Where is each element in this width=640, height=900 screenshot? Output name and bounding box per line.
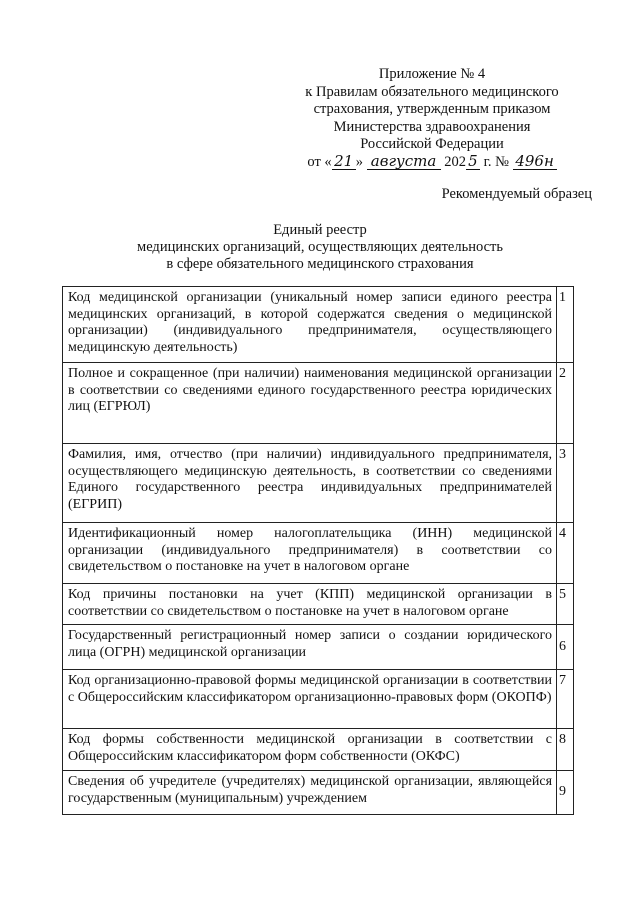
order-year-prefix: 202 — [444, 153, 466, 170]
order-number: 496н — [513, 154, 557, 170]
row-field-name: Полное и сокращенное (при наличии) наименования медицинской организации в соответствии со сведениями единого государственного реестра юридических лиц (ЕГРЮЛ) — [63, 363, 557, 444]
row-field-name: Сведения об учредителе (учредителях) медицинской организации, являющейся государственным (муниципальным) учреждением — [63, 771, 557, 815]
recommended-sample-label: Рекомендуемый образец — [441, 186, 592, 202]
order-year-digit: 5 — [466, 154, 480, 170]
table-row — [63, 444, 574, 523]
row-number: 4 — [557, 523, 574, 584]
row-number: 6 — [557, 625, 574, 670]
table-row — [63, 584, 574, 625]
row-number: 9 — [557, 771, 574, 815]
row-field-name: Код медицинской организации (уникальный номер записи единого реестра медицинских организаций, в которой содержатся сведения о медицинской организации) (индивидуального предпринимателя, осуществляющего медицинскую деятельность) — [63, 287, 557, 363]
annex-line-3: страхования, утвержденным приказом — [313, 101, 551, 117]
order-prefix: от « — [307, 153, 332, 170]
row-number: 2 — [557, 363, 574, 444]
row-number: 7 — [557, 670, 574, 729]
table-row — [63, 670, 574, 729]
order-line — [282, 151, 582, 172]
row-field-name: Идентификационный номер налогоплательщика (ИНН) медицинской организации (индивидуального предпринимателя) в соответствии со свидетельством о постановке на учет в налоговом органе — [63, 523, 557, 584]
table-row — [63, 625, 574, 670]
row-number: 8 — [557, 729, 574, 771]
row-field-name: Код формы собственности медицинской организации в соответствии с Общероссийским классификатором форм собственности (ОКФС) — [63, 729, 557, 771]
row-field-name: Код причины постановки на учет (КПП) медицинской организации в соответствии со свидетельством о постановке на учет в налоговом органе — [63, 584, 557, 625]
document-title — [0, 222, 640, 273]
registry-table — [62, 286, 574, 815]
title-line-3: в сфере обязательного медицинского страхования — [166, 256, 474, 272]
annex-line-1: Приложение № 4 — [378, 66, 486, 82]
order-month: августа — [367, 154, 441, 170]
row-number: 3 — [557, 444, 574, 523]
title-line-2: медицинских организаций, осуществляющих деятельность — [137, 239, 503, 255]
table-row — [63, 363, 574, 444]
annex-line-5: Российской Федерации — [360, 136, 504, 152]
row-field-name: Фамилия, имя, отчество (при наличии) индивидуального предпринимателя, осуществляющего медицинскую деятельность, в соответствии со сведениями Единого государственного реестра индивидуальных предпринимателей (ЕГРИП) — [63, 444, 557, 523]
table-row — [63, 729, 574, 771]
table-row — [63, 771, 574, 815]
order-day: 21 — [332, 154, 356, 170]
row-number: 1 — [557, 287, 574, 363]
row-number: 5 — [557, 584, 574, 625]
row-field-name: Код организационно-правовой формы медицинской организации в соответствии с Общероссийским классификатором организационно-правовых форм (ОКОПФ) — [63, 670, 557, 729]
title-line-1: Единый реестр — [273, 222, 367, 238]
row-field-name: Государственный регистрационный номер записи о создании юридического лица (ОГРН) медицинской организации — [63, 625, 557, 670]
annex-line-4: Министерства здравоохранения — [333, 118, 531, 135]
annex-line-2: к Правилам обязательного медицинского — [305, 83, 559, 100]
table-row — [63, 523, 574, 584]
annex-header — [282, 66, 582, 171]
order-year-suffix: г. № — [483, 153, 509, 170]
table-row — [63, 287, 574, 363]
order-mid: » — [355, 153, 363, 170]
